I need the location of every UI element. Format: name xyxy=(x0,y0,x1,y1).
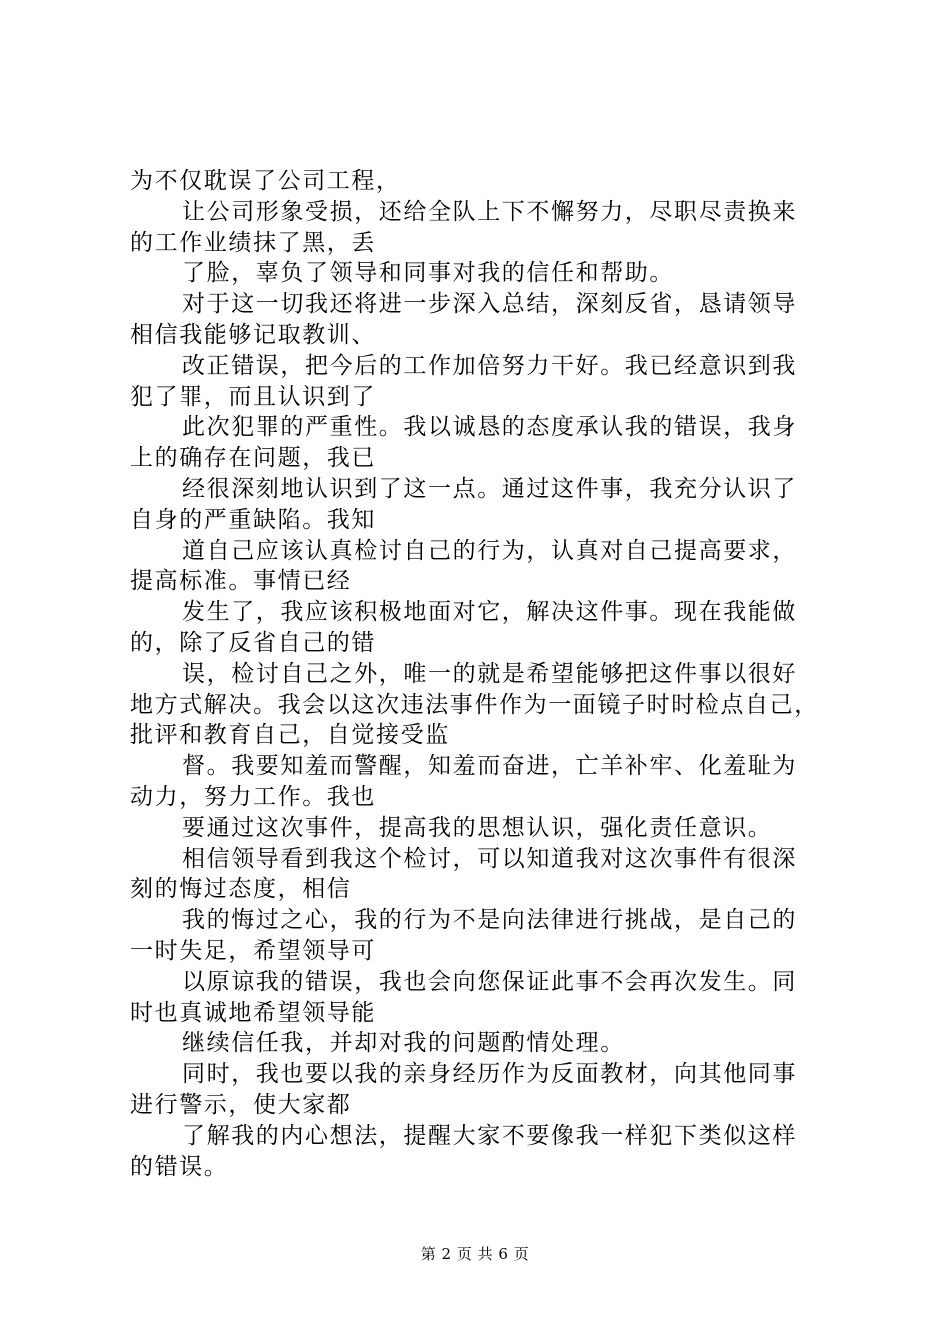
text-line: 刻的悔过态度，相信 xyxy=(130,876,352,903)
text-line: 相信我能够记取教训、 xyxy=(130,321,376,348)
text-line: 误，检讨自己之外，唯一的就是希望能够把这件事以很好 xyxy=(182,660,797,687)
text-line: 了脸，辜负了领导和同事对我的信任和帮助。 xyxy=(182,260,674,287)
text-line: 的错误。 xyxy=(130,1153,229,1180)
text-line: 让公司形象受损，还给全队上下不懈努力，尽职尽责换来 xyxy=(182,198,797,225)
text-line: 的工作业绩抹了黑，丢 xyxy=(130,229,376,256)
text-line: 一时失足，希望领导可 xyxy=(130,937,376,964)
body-text xyxy=(130,166,835,1182)
text-line: 动力，努力工作。我也 xyxy=(130,783,376,810)
text-line: 批评和教育自己，自觉接受监 xyxy=(130,722,450,749)
text-line: 此次犯罪的严重性。我以诚恳的态度承认我的错误，我身 xyxy=(182,414,797,441)
text-line: 发生了，我应该积极地面对它，解决这件事。现在我能做 xyxy=(182,599,797,626)
text-line: 进行警示，使大家都 xyxy=(130,1091,352,1118)
text-line: 同时，我也要以我的亲身经历作为反面教材，向其他同事 xyxy=(182,1061,797,1088)
text-line: 我的悔过之心，我的行为不是向法律进行挑战，是自己的 xyxy=(182,907,797,934)
text-line: 犯了罪，而且认识到了 xyxy=(130,383,376,410)
text-line: 改正错误，把今后的工作加倍努力干好。我已经意识到我 xyxy=(182,352,797,379)
text-line: 上的确存在问题，我已 xyxy=(130,445,376,472)
text-line: 继续信任我，并却对我的问题酌情处理。 xyxy=(182,1030,625,1057)
text-line: 自身的严重缺陷。我知 xyxy=(130,506,376,533)
text-line: 提高标准。事情已经 xyxy=(130,568,352,595)
text-line: 地方式解决。我会以这次违法事件作为一面镜子时时检点自己， xyxy=(130,691,819,718)
text-line: 对于这一切我还将进一步深入总结，深刻反省，恳请领导 xyxy=(182,291,797,318)
text-line: 经很深刻地认识到了这一点。通过这件事，我充分认识了 xyxy=(182,475,797,502)
text-line: 时也真诚地希望领导能 xyxy=(130,999,376,1026)
text-line: 以原谅我的错误，我也会向您保证此事不会再次发生。同 xyxy=(182,968,797,995)
text-line: 相信领导看到我这个检讨，可以知道我对这次事件有很深 xyxy=(182,845,797,872)
text-line: 要通过这次事件，提高我的思想认识，强化责任意识。 xyxy=(182,814,773,841)
text-line: 的，除了反省自己的错 xyxy=(130,629,376,656)
text-line: 督。我要知羞而警醒，知羞而奋进，亡羊补牢、化羞耻为 xyxy=(182,753,797,780)
text-line: 道自己应该认真检讨自己的行为，认真对自己提高要求， xyxy=(182,537,797,564)
text-line: 为不仅耽误了公司工程， xyxy=(130,168,401,194)
text-line: 了解我的内心想法，提醒大家不要像我一样犯下类似这样 xyxy=(182,1122,797,1149)
page-footer: 第 2 页 共 6 页 xyxy=(420,1245,530,1263)
